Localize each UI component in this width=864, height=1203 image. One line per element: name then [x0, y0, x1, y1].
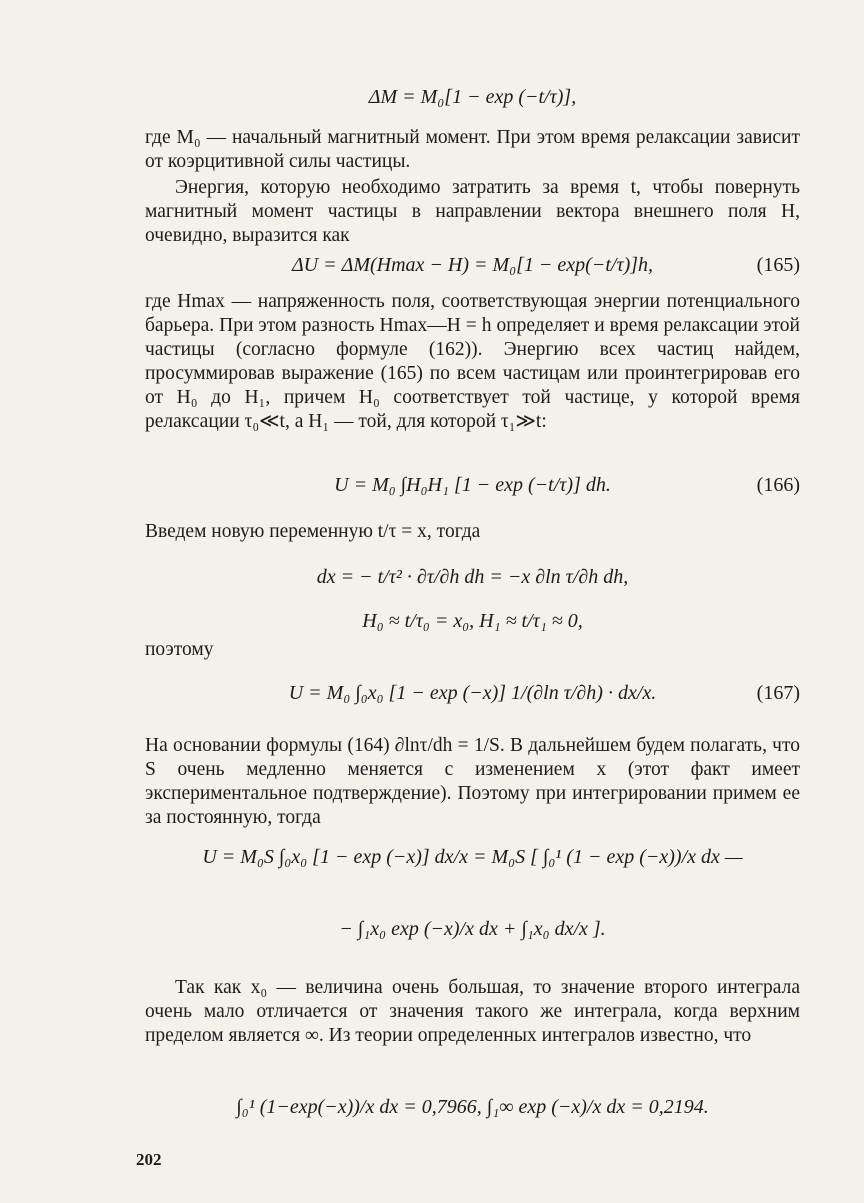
- equation-number: (165): [756, 254, 800, 276]
- equation-167: [145, 682, 800, 705]
- equation-text: U = M₀ ∫H₀H₁ [1 − exp (−t/τ)] dh.: [334, 474, 611, 496]
- equation-limits: [145, 610, 800, 633]
- equation-number: (166): [756, 474, 800, 496]
- paragraph-energy: Энергия, которую необходимо затратить за время t, чтобы повернуть магнитный момент частицы в направлении вектора внешнего поля H, очевидно, выразится как: [145, 177, 800, 246]
- equation-dx: [145, 566, 800, 589]
- equation-text: H₀ ≈ t/τ₀ = x₀, H₁ ≈ t/τ₁ ≈ 0,: [362, 610, 583, 632]
- equation-u-expansion-line1: [145, 846, 800, 869]
- equation-166: [145, 474, 800, 497]
- equation-text: dx = − t/τ² · ∂τ/∂h dh = −x ∂ln τ/∂h dh,: [316, 566, 629, 588]
- paragraph-m0-definition: где M₀ — начальный магнитный момент. При этом время релаксации зависит от коэрцитивной силы частицы.: [145, 127, 800, 172]
- equation-number: (167): [756, 682, 800, 704]
- equation-165: [145, 254, 800, 277]
- equation-text: ΔM = M₀[1 − exp (−t/τ)],: [368, 86, 577, 108]
- equation-text: ΔU = ΔM(Hmax − H) = M₀[1 − exp(−t/τ)]h,: [291, 254, 654, 276]
- equation-text: − ∫₁x₀ exp (−x)/x dx + ∫₁x₀ dx/x ].: [339, 918, 606, 940]
- paragraph-formula-164: На основании формулы (164) ∂lnτ/dh = 1/S. В дальнейшем будем полагать, что S очень медленно меняется с изменением x (этот факт имеет экспериментальное подтверждение). Поэтому при интегрировании примем ее за постоянную, тогда: [145, 735, 800, 828]
- paragraph-x0-large: Так как x₀ — величина очень большая, то значение второго интеграла очень мало отличается от значения такого же интеграла, когда верхним пределом является ∞. Из теории определенных интегралов известно, что: [145, 977, 800, 1046]
- equation-u-expansion-line2: [145, 918, 800, 941]
- page-number: 202: [136, 1150, 162, 1169]
- paragraph-hmax-definition: где Hmax — напряженность поля, соответствующая энергии потенциального барьера. При этом разность Hmax—H = h определяет и время релаксации этой частицы (согласно формуле (162)). Энергию всех частиц найдем, просуммировав выражение (165) по всем частицам или проинтегрировав его от H₀ до H₁, причем H₀ соответствует той частице, у которой время релаксации τ₀≪t, а H₁ — той, для которой τ₁≫t:: [145, 291, 800, 432]
- paragraph-therefore: поэтому: [145, 639, 214, 660]
- equation-integral-values: [145, 1096, 800, 1119]
- paragraph-new-variable: Введем новую переменную t/τ = x, тогда: [145, 521, 481, 542]
- equation-delta-m: [145, 86, 800, 109]
- equation-text: U = M₀ ∫₀x₀ [1 − exp (−x)] 1/(∂ln τ/∂h) · dx/x.: [288, 682, 657, 704]
- equation-text: U = M₀S ∫₀x₀ [1 − exp (−x)] dx/x = M₀S [ ∫₀¹ (1 − exp (−x))/x dx —: [202, 846, 743, 868]
- equation-text: ∫₀¹ (1−exp(−x))/x dx = 0,7966, ∫₁∞ exp (−x)/x dx = 0,2194.: [236, 1096, 709, 1118]
